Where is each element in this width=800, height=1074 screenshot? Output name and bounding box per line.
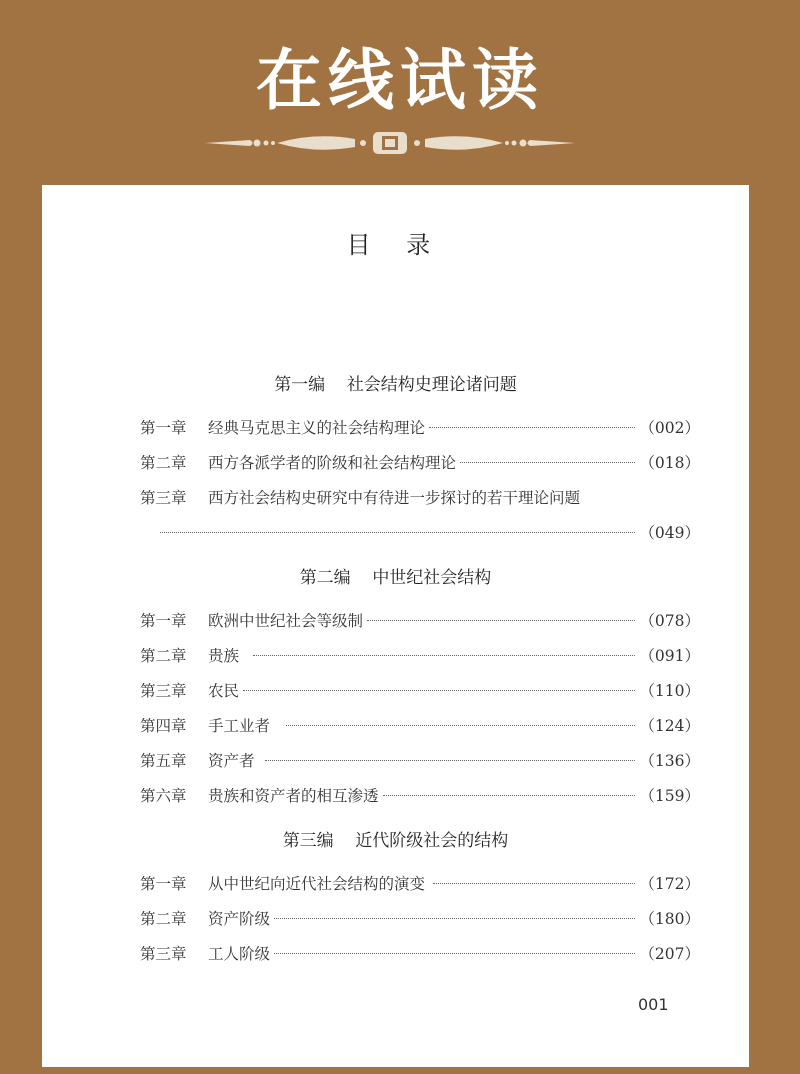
leader-dots: [286, 725, 635, 726]
leader-dots: [274, 953, 635, 954]
chapter-page: （110）: [639, 682, 700, 700]
toc-entry[interactable]: [140, 907, 700, 931]
chapter-number: 第三章: [140, 682, 187, 700]
chapter-title: 农民: [208, 682, 240, 700]
chapter-page: （002）: [639, 419, 700, 437]
chapter-page: （172）: [639, 875, 700, 893]
chapter-title: 西方各派学者的阶级和社会结构理论: [208, 454, 457, 472]
chapter-title: 资产阶级: [208, 910, 271, 928]
leader-dots: [243, 690, 635, 691]
toc-entry[interactable]: [140, 451, 700, 475]
chapter-page: （136）: [639, 752, 700, 770]
toc-page: [42, 185, 749, 1067]
chapter-title: 西方社会结构史研究中有待进一步探讨的若干理论问题: [208, 489, 581, 507]
chapter-page: （207）: [639, 945, 700, 963]
toc-entry-continuation[interactable]: [160, 521, 700, 545]
toc-entry[interactable]: [140, 942, 700, 966]
chapter-number: 第一章: [140, 875, 187, 893]
toc-entry[interactable]: [140, 416, 700, 440]
chapter-number: 第三章: [140, 489, 187, 507]
toc-entry[interactable]: [140, 714, 700, 738]
part-title: 中世纪社会结构: [372, 568, 492, 588]
chapter-number: 第二章: [140, 647, 187, 665]
toc-entry[interactable]: [140, 679, 700, 703]
chapter-page: （124）: [639, 717, 700, 735]
chapter-title: 欧洲中世纪社会等级制: [208, 612, 364, 630]
chapter-number: 第一章: [140, 612, 187, 630]
chapter-number: 第四章: [140, 717, 187, 735]
part-label: 第一编: [274, 375, 326, 395]
leader-dots: [383, 795, 636, 796]
chapter-title: 从中世纪向近代社会结构的演变: [208, 875, 426, 893]
chapter-page: （018）: [639, 454, 700, 472]
leader-dots: [429, 427, 635, 428]
leader-dots: [253, 655, 635, 656]
part-title: 近代阶级社会的结构: [355, 831, 509, 851]
toc-title: 目 录: [346, 231, 445, 259]
chapter-page: （180）: [639, 910, 700, 928]
chapter-title: 手工业者: [208, 717, 271, 735]
chapter-page: （159）: [639, 787, 700, 805]
leader-dots: [274, 918, 635, 919]
chapter-number: 第一章: [140, 419, 187, 437]
chapter-page: （078）: [639, 612, 700, 630]
toc-entry[interactable]: [140, 784, 700, 808]
leader-dots: [367, 620, 635, 621]
toc-entry[interactable]: [140, 486, 700, 510]
chapter-number: 第二章: [140, 910, 187, 928]
chapter-number: 第二章: [140, 454, 187, 472]
toc-entry[interactable]: [140, 749, 700, 773]
part-heading: [42, 829, 749, 853]
page-number: 001: [638, 995, 669, 1014]
chapter-page: （049）: [639, 524, 700, 542]
toc-entry[interactable]: [140, 872, 700, 896]
chapter-title: 工人阶级: [208, 945, 271, 963]
chapter-title: 资产者: [208, 752, 255, 770]
chapter-title: 经典马克思主义的社会结构理论: [208, 419, 426, 437]
chapter-number: 第六章: [140, 787, 187, 805]
chapter-number: 第五章: [140, 752, 187, 770]
leader-dots: [160, 532, 635, 533]
leader-dots: [265, 760, 636, 761]
chapter-title: 贵族和资产者的相互渗透: [208, 787, 379, 805]
ornament-divider-icon: [205, 128, 575, 158]
leader-dots: [460, 462, 635, 463]
chapter-page: （091）: [639, 647, 700, 665]
part-heading: [42, 373, 749, 397]
part-title: 社会结构史理论诸问题: [346, 375, 517, 395]
banner-title: 在线试读: [256, 41, 544, 119]
chapter-title: 贵族: [208, 647, 240, 665]
part-heading: [42, 566, 749, 590]
leader-dots: [433, 883, 635, 884]
part-label: 第三编: [282, 831, 334, 851]
part-label: 第二编: [299, 568, 351, 588]
toc-entry[interactable]: [140, 644, 700, 668]
chapter-number: 第三章: [140, 945, 187, 963]
toc-entry[interactable]: [140, 609, 700, 633]
